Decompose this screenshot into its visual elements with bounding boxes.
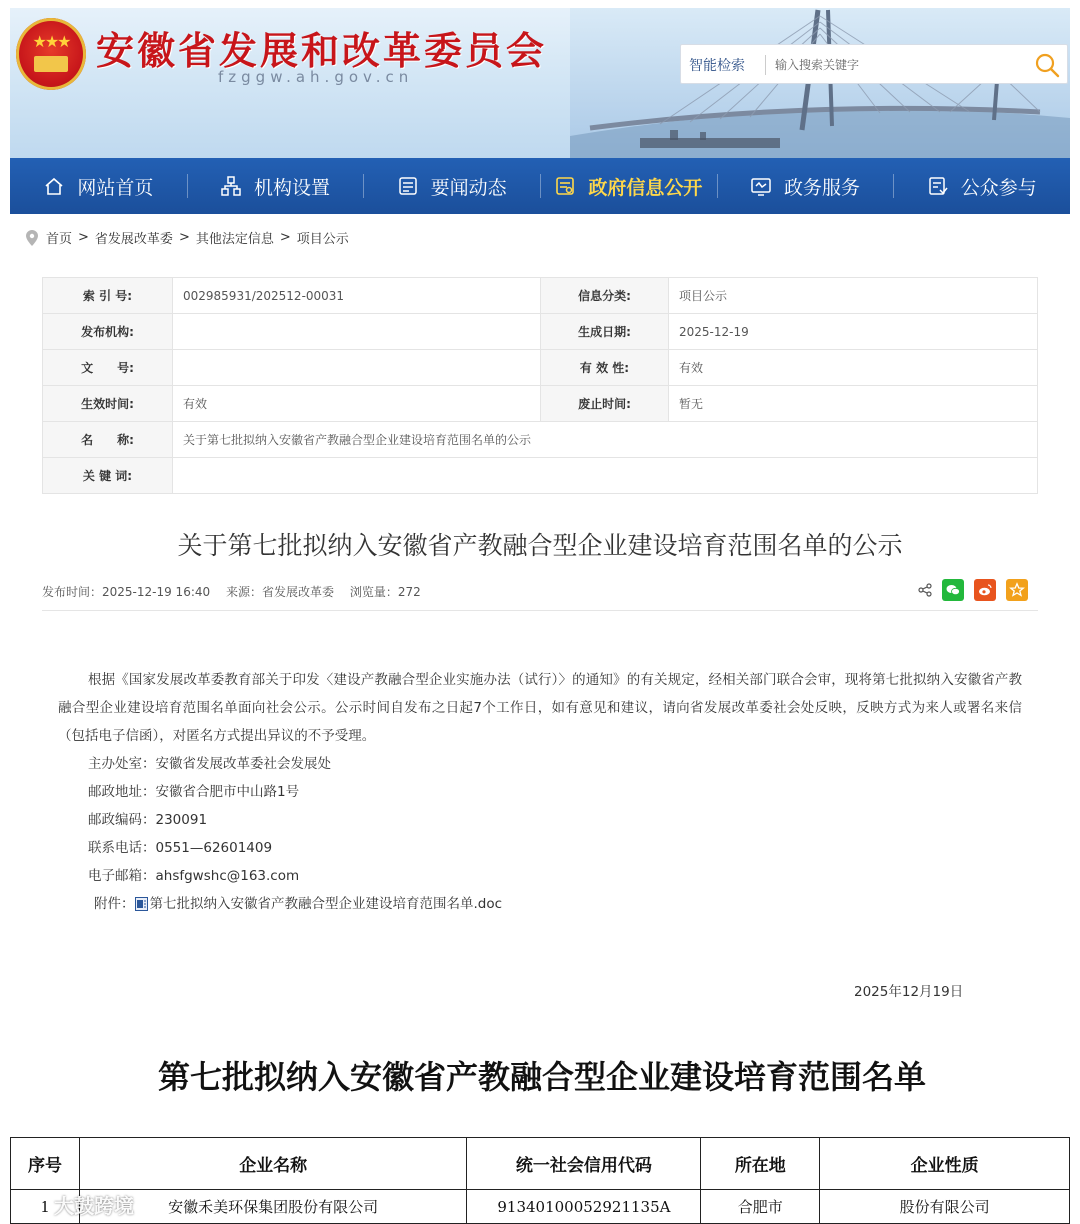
- site-title[interactable]: 安徽省发展和改革委员会: [96, 29, 548, 73]
- nav-item-label: 政务服务: [784, 176, 861, 199]
- doc-number-label: 文 号:: [43, 350, 173, 386]
- index-number-value: 002985931/202512-00031: [173, 278, 541, 314]
- created-date-value: 2025-12-19: [669, 314, 1038, 350]
- doc-number-value: [173, 350, 541, 386]
- article-meta: [42, 583, 433, 600]
- breadcrumb-other-info[interactable]: 其他法定信息: [195, 232, 274, 247]
- category-value: 项目公示: [669, 278, 1038, 314]
- cell-index: 1: [11, 1190, 80, 1224]
- info-disclosure-icon: [554, 175, 576, 197]
- col-header-location: 所在地: [701, 1138, 820, 1190]
- location-pin-icon: [26, 230, 38, 246]
- breadcrumb-separator: >: [178, 230, 190, 245]
- smart-search-label[interactable]: 智能检索: [689, 58, 745, 74]
- category-label: 信息分类:: [541, 278, 669, 314]
- search-box: [680, 44, 1068, 84]
- name-value: 关于第七批拟纳入安徽省产教融合型企业建设培育范围名单的公示: [173, 422, 1038, 458]
- nav-item-organization[interactable]: [187, 158, 364, 214]
- created-date-label: 生成日期:: [541, 314, 669, 350]
- breadcrumb-home[interactable]: 首页: [46, 232, 73, 247]
- site-domain: fzggw.ah.gov.cn: [218, 68, 414, 86]
- breadcrumb-separator: >: [279, 230, 291, 245]
- watermark-logo-icon: [10, 1193, 50, 1217]
- contact-email: 电子邮箱：ahsfgwshc@163.com: [88, 868, 300, 884]
- watermark: [10, 1190, 134, 1219]
- article-body: [58, 666, 1022, 918]
- attachment-link[interactable]: 第七批拟纳入安徽省产教融合型企业建设培育范围名单.doc: [149, 896, 503, 912]
- validity-label: 有 效 性:: [541, 350, 669, 386]
- sign-date: 2025年12月19日: [854, 984, 964, 1000]
- contact-address: 邮政地址：安徽省合肥市中山路1号: [88, 784, 300, 800]
- table-row: [43, 350, 1038, 386]
- table-row: [43, 386, 1038, 422]
- nav-item-home[interactable]: [10, 158, 187, 214]
- nav-item-info-disclosure[interactable]: [540, 158, 717, 214]
- home-icon: [43, 175, 65, 197]
- cell-company: 安徽禾美环保集团股份有限公司: [79, 1190, 467, 1224]
- share-icon[interactable]: [918, 579, 932, 601]
- share-bar: [918, 579, 1028, 601]
- keywords-value: [173, 458, 1038, 494]
- breadcrumb-project-notice[interactable]: 项目公示: [296, 232, 349, 247]
- search-divider: [765, 55, 766, 75]
- publish-time: 发布时间：2025-12-19 16:40: [42, 585, 211, 599]
- contact-phone: 联系电话：0551—62601409: [88, 840, 273, 856]
- cell-location: 合肥市: [701, 1190, 820, 1224]
- effective-time-label: 生效时间:: [43, 386, 173, 422]
- nav-item-news[interactable]: [363, 158, 540, 214]
- breadcrumb-separator: >: [78, 230, 89, 245]
- wechat-share-icon[interactable]: [942, 579, 964, 601]
- list-title: 第七批拟纳入安徽省产教融合型企业建设培育范围名单: [157, 1058, 926, 1096]
- nav-item-label: 网站首页: [77, 176, 154, 199]
- nav-item-label: 公众参与: [960, 176, 1037, 199]
- document-info-table: [42, 277, 1038, 494]
- word-doc-icon: [135, 897, 148, 911]
- breadcrumb-ndrc[interactable]: 省发展改革委: [94, 232, 173, 247]
- col-header-index: 序号: [11, 1138, 80, 1190]
- nav-item-services[interactable]: [717, 158, 894, 214]
- cell-credit-code: 91340100052921135A: [467, 1190, 701, 1224]
- national-emblem-icon: ★★★: [16, 18, 86, 90]
- contact-department: 主办处室：安徽省发展改革委社会发展处: [88, 756, 331, 772]
- validity-value: 有效: [669, 350, 1038, 386]
- attachment-label: 附件：: [94, 896, 135, 912]
- repeal-time-value: 暂无: [669, 386, 1038, 422]
- keywords-label: 关 键 词:: [43, 458, 173, 494]
- col-header-type: 企业性质: [820, 1138, 1070, 1190]
- site-header: [10, 8, 1070, 158]
- nav-item-label: 要闻动态: [430, 176, 507, 199]
- service-icon: [750, 175, 772, 197]
- effective-time-value: 有效: [173, 386, 541, 422]
- search-input[interactable]: [775, 53, 1015, 77]
- weibo-share-icon[interactable]: [974, 579, 996, 601]
- favorite-star-icon[interactable]: [1006, 579, 1028, 601]
- nav-item-label: 政府信息公开: [588, 176, 703, 199]
- table-row: [11, 1190, 1070, 1224]
- cell-type: 股份有限公司: [820, 1190, 1070, 1224]
- nav-item-participation[interactable]: [893, 158, 1070, 214]
- search-icon[interactable]: [1033, 51, 1061, 79]
- main-nav: [10, 158, 1070, 214]
- org-chart-icon: [220, 175, 242, 197]
- publisher-value: [173, 314, 541, 350]
- article-paragraph: 根据《国家发展改革委教育部关于印发〈建设产教融合型企业实施办法（试行）〉的通知》的有关规定，经相关部门联合会审，现将第七批拟纳入安徽省产教融合型企业建设培育范围名单面向社会公示。公示时间自发布之日起7个工作日，如有意见和建议，请向省发展改革委社会处反映，反映方式为来人或署名来信（包括电子信函），对匿名方式提出异议的不予受理。: [58, 672, 1022, 744]
- meta-divider: [42, 610, 1038, 611]
- table-row: [43, 422, 1038, 458]
- col-header-company: 企业名称: [79, 1138, 467, 1190]
- table-row: [43, 458, 1038, 494]
- watermark-text: 大鼓跨境: [54, 1194, 134, 1218]
- table-row: [43, 278, 1038, 314]
- article-source: 来源：省发展改革委: [225, 585, 334, 599]
- repeal-time-label: 废止时间:: [541, 386, 669, 422]
- index-number-label: 索 引 号:: [43, 278, 173, 314]
- table-row: [43, 314, 1038, 350]
- col-header-credit-code: 统一社会信用代码: [467, 1138, 701, 1190]
- name-label: 名 称:: [43, 422, 173, 458]
- participation-icon: [927, 175, 949, 197]
- publisher-label: 发布机构:: [43, 314, 173, 350]
- view-count: 浏览量：272: [349, 585, 421, 599]
- article-title: 关于第七批拟纳入安徽省产教融合型企业建设培育范围名单的公示: [177, 531, 903, 560]
- breadcrumb: [26, 228, 355, 247]
- nav-item-label: 机构设置: [254, 176, 331, 199]
- contact-postcode: 邮政编码：230091: [88, 812, 208, 828]
- attachment: [58, 890, 1022, 918]
- enterprise-list-table: [10, 1137, 1070, 1224]
- table-header-row: [11, 1138, 1070, 1190]
- news-icon: [397, 175, 419, 197]
